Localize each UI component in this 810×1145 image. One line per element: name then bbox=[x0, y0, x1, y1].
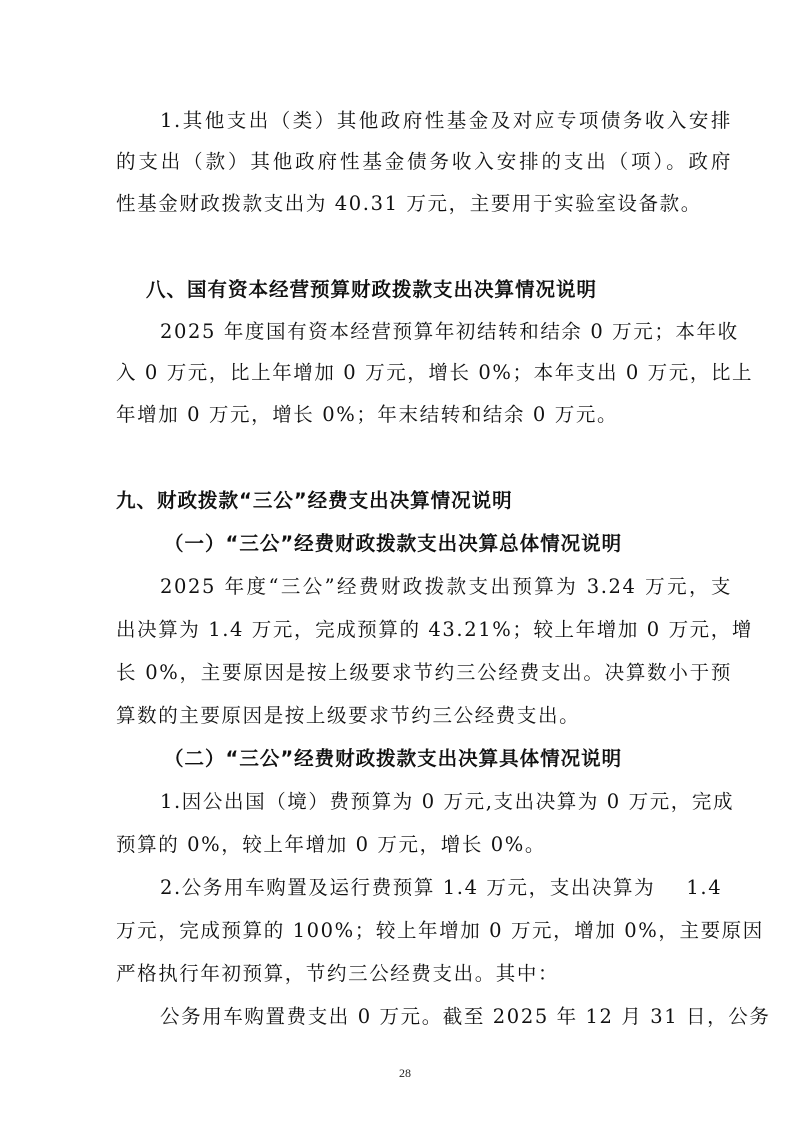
paragraph-line: 入 0 万元，比上年增加 0 万元，增长 0%；本年支出 0 万元，比上 bbox=[116, 361, 754, 384]
paragraph-line: 1.因公出国（境）费预算为 0 万元,支出决算为 0 万元，完成 bbox=[160, 790, 735, 813]
paragraph-line: 的支出（款）其他政府性基金债务收入安排的支出（项）。政府 bbox=[116, 150, 732, 173]
paragraph-line: 算数的主要原因是按上级要求节约三公经费支出。 bbox=[116, 704, 581, 727]
page-number: 28 bbox=[399, 1066, 411, 1080]
paragraph-line: 性基金财政拨款支出为 40.31 万元，主要用于实验室设备款。 bbox=[116, 192, 702, 215]
paragraph-line: 长 0%，主要原因是按上级要求节约三公经费支出。决算数小于预 bbox=[116, 661, 732, 684]
subsection-heading-1: （一）“三公”经费财政拨款支出决算总体情况说明 bbox=[164, 532, 623, 555]
paragraph-line: 1.其他支出（类）其他政府性基金及对应专项债务收入安排 bbox=[160, 109, 732, 132]
paragraph-line: 预算的 0%，较上年增加 0 万元，增长 0%。 bbox=[116, 833, 546, 856]
section-heading-8: 八、国有资本经营预算财政拨款支出决算情况说明 bbox=[146, 278, 598, 301]
paragraph-line: 2.公务用车购置及运行费预算 1.4 万元，支出决算为 1.4 bbox=[160, 876, 723, 899]
paragraph-line: 出决算为 1.4 万元，完成预算的 43.21%；较上年增加 0 万元，增 bbox=[116, 618, 753, 641]
section-heading-9: 九、财政拨款“三公”经费支出决算情况说明 bbox=[116, 489, 513, 512]
paragraph-line: 公务用车购置费支出 0 万元。截至 2025 年 12 月 31 日，公务 bbox=[160, 1005, 771, 1028]
subsection-heading-2: （二）“三公”经费财政拨款支出决算具体情况说明 bbox=[164, 747, 623, 770]
paragraph-line: 万元，完成预算的 100%；较上年增加 0 万元，增加 0%，主要原因 bbox=[116, 919, 764, 942]
paragraph-line: 年增加 0 万元，增长 0%；年末结转和结余 0 万元。 bbox=[116, 403, 619, 426]
paragraph-line: 严格执行年初预算，节约三公经费支出。其中： bbox=[116, 962, 560, 985]
paragraph-line: 2025 年度“三公”经费财政拨款支出预算为 3.24 万元，支 bbox=[160, 575, 732, 598]
paragraph-line: 2025 年度国有资本经营预算年初结转和结余 0 万元；本年收 bbox=[160, 320, 739, 343]
